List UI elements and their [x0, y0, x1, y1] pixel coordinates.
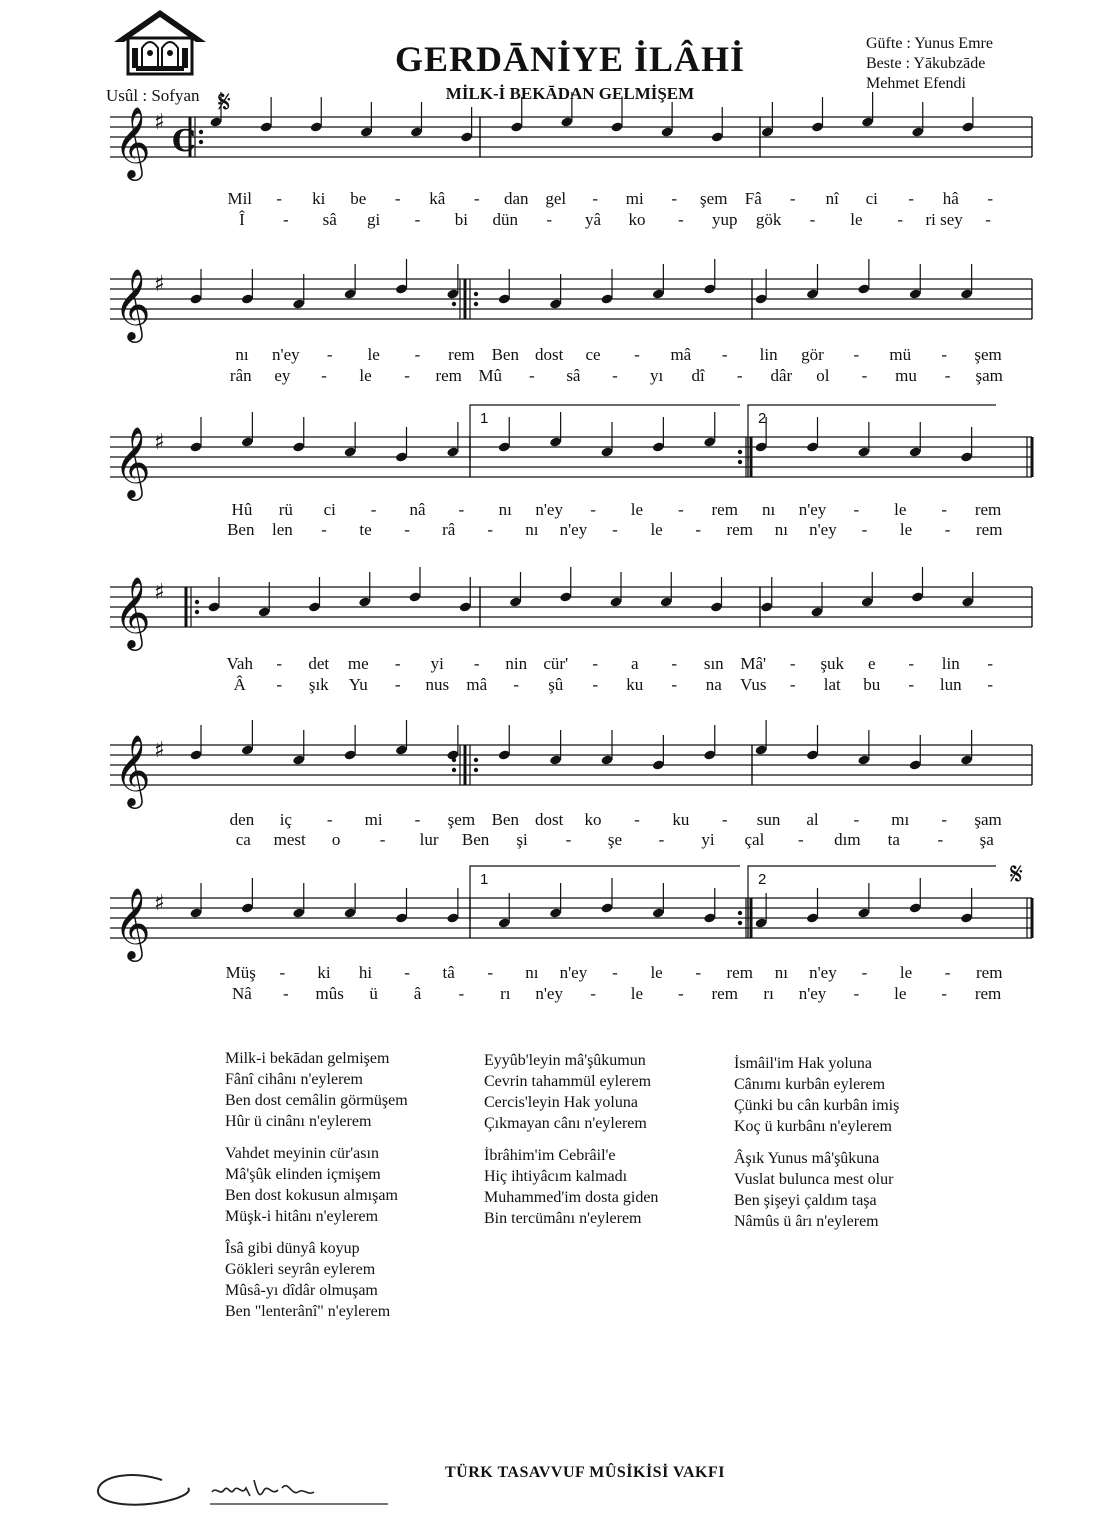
verse-line: Cevrin tahammül eylerem: [484, 1073, 652, 1090]
lyric-syllable: -: [394, 654, 401, 673]
lyric-syllable: sun: [756, 810, 781, 829]
lyric-syllable: -: [798, 830, 804, 849]
lyric-syllable: -: [282, 984, 289, 1003]
lyric-syllable: -: [379, 830, 386, 849]
verse-line: İsmâil'im Hak yoluna: [734, 1055, 872, 1072]
verse-line: Gökleri seyrân eylerem: [225, 1261, 376, 1278]
lyric-syllable: kâ: [429, 189, 446, 208]
lyric-syllable: şa: [979, 830, 994, 849]
lyric-syllable: -: [861, 520, 868, 539]
lyric-syllable: -: [853, 500, 860, 519]
lyric-syllable: ku: [672, 810, 690, 829]
verse-line: Hûr ü cinânı n'eylerem: [225, 1113, 372, 1130]
lyric-syllable: şem: [447, 810, 476, 829]
lyric-syllable: -: [987, 675, 994, 694]
lyric-syllable: yı: [649, 366, 664, 385]
repeat-dot: [452, 768, 456, 772]
lyric-syllable: nin: [505, 654, 528, 673]
lyric-syllable: -: [941, 500, 947, 519]
repeat-dot: [474, 302, 478, 306]
lyric-syllable: -: [941, 345, 947, 364]
lyric-syllable: le: [899, 520, 913, 539]
lyric-syllable: dî: [691, 366, 705, 385]
verse-line: Eyyûb'leyin mâ'şûkumun: [484, 1052, 646, 1069]
verse-line: Mâ'şûk elinden içmişem: [225, 1166, 381, 1183]
lyric-syllable: gök: [755, 210, 782, 229]
lyric-syllable: mi: [625, 189, 644, 208]
lyric-syllable: ko: [584, 810, 602, 829]
lyric-syllable: sın: [703, 654, 724, 673]
lyric-syllable: -: [671, 675, 678, 694]
lyric-syllable: -: [677, 500, 684, 519]
segno-icon: 𝄋: [1010, 857, 1023, 892]
lyric-syllable: le: [650, 520, 663, 539]
lyric-syllable: Ben: [227, 520, 255, 539]
verse-line: Ben dost kokusun almışam: [225, 1187, 398, 1204]
lyric-syllable: rı: [763, 984, 774, 1003]
beste-credit-name: Mehmet Efendi: [866, 75, 966, 92]
lyric-syllable: Ben: [491, 810, 519, 829]
lyric-syllable: -: [370, 500, 377, 519]
lyric-syllable: n'ey: [559, 520, 588, 539]
treble-clef-icon: 𝄞: [114, 733, 151, 806]
lyric-syllable: len: [271, 520, 293, 539]
lyric-syllable: me: [347, 654, 369, 673]
lyric-syllable: -: [897, 210, 904, 229]
lyric-syllable: gel: [545, 189, 567, 208]
lyric-syllable: mûs: [315, 984, 344, 1003]
lyric-syllable: şuk: [820, 654, 845, 673]
lyric-syllable: -: [941, 984, 947, 1003]
verse-line: Koç ü kurbânı n'eylerem: [734, 1118, 892, 1135]
lyric-syllable: -: [282, 210, 289, 229]
lyric-syllable: le: [894, 984, 907, 1003]
lyric-syllable: n'ey: [559, 963, 588, 982]
lyric-syllable: â: [413, 984, 422, 1003]
lyric-syllable: sâ: [322, 210, 337, 229]
verse-line: Cercis'leyin Hak yoluna: [484, 1094, 638, 1111]
lyric-syllable: n'ey: [535, 500, 563, 519]
lyric-syllable: dost: [534, 810, 564, 829]
treble-clef-icon: 𝄞: [114, 886, 151, 959]
lyric-syllable: -: [414, 210, 421, 229]
repeat-dot: [452, 302, 456, 306]
beste-credit: Beste : Yākubzāde: [866, 55, 986, 72]
repeat-dot: [738, 460, 742, 464]
lyric-syllable: dün: [492, 210, 519, 229]
ending-2-label: 2: [758, 871, 767, 888]
lyric-syllable: şe: [607, 830, 623, 849]
lyric-syllable: -: [414, 810, 421, 829]
sharp-icon: ♯: [154, 891, 165, 916]
lyric-syllable: -: [809, 210, 816, 229]
time-signature: C: [172, 124, 196, 159]
lyric-syllable: -: [276, 654, 283, 673]
lyric-syllable: -: [487, 963, 494, 982]
lyric-syllable: -: [944, 520, 951, 539]
lyric-syllable: -: [612, 366, 618, 385]
repeat-dot: [199, 140, 203, 144]
gufte-credit: Güfte : Yunus Emre: [866, 35, 993, 52]
lyric-syllable: -: [590, 500, 596, 519]
verse-line: Vuslat bulunca mest olur: [734, 1171, 894, 1188]
lyric-syllable: nî: [825, 189, 839, 208]
lyric-syllable: nı: [774, 520, 788, 539]
lyric-syllable: hi: [358, 963, 373, 982]
verse-line: Ben "lenterânî" n'eylerem: [225, 1303, 391, 1320]
lyric-syllable: ü: [369, 984, 378, 1003]
verse-line: Hiç ihtiyâcım kalmadı: [484, 1168, 628, 1185]
lyric-syllable: nı: [761, 500, 776, 519]
lyric-syllable: le: [359, 366, 372, 385]
lyric-syllable: râ: [442, 520, 456, 539]
lyric-syllable: -: [671, 189, 678, 208]
lyric-syllable: mi: [364, 810, 383, 829]
lyric-syllable: Mû: [478, 366, 503, 385]
lyric-syllable: lat: [823, 675, 841, 694]
lyric-syllable: Mil: [227, 189, 253, 208]
repeat-dot: [474, 292, 478, 296]
lyric-syllable: det: [308, 654, 330, 673]
verse-line: Muhammed'im dosta giden: [484, 1189, 659, 1206]
lyric-syllable: nâ: [409, 500, 426, 519]
lyric-syllable: a: [630, 654, 639, 673]
lyric-syllable: -: [458, 984, 465, 1003]
lyric-syllable: le: [894, 500, 907, 519]
lyric-syllable: -: [677, 210, 684, 229]
lyric-syllable: den: [229, 810, 255, 829]
verse-column-2: [484, 1050, 658, 1229]
lyric-syllable: -: [944, 963, 951, 982]
lyric-syllable: cür': [543, 654, 569, 673]
lyric-syllable: -: [279, 963, 286, 982]
lyric-syllable: şû: [548, 675, 564, 694]
lyric-syllable: ol: [816, 366, 830, 385]
lyric-syllable: lur: [419, 830, 439, 849]
verse-line: Mûsâ-yı dîdâr olmuşam: [225, 1282, 378, 1299]
lyric-syllable: -: [789, 189, 796, 208]
lyric-syllable: Fâ: [744, 189, 762, 208]
lyric-syllable: ko: [628, 210, 646, 229]
lyric-syllable: -: [592, 189, 599, 208]
lyric-syllable: Müş: [225, 963, 256, 982]
verse-column-3: [734, 1053, 899, 1232]
verse-line: Çıkmayan cânı n'eylerem: [484, 1115, 647, 1132]
lyric-syllable: -: [326, 345, 333, 364]
lyric-syllable: -: [276, 189, 283, 208]
verse-line: Milk-i bekādan gelmişem: [225, 1050, 390, 1067]
lyric-syllable: nı: [525, 963, 539, 982]
volta-bracket-2: [748, 405, 996, 461]
lyric-syllable: -: [941, 810, 947, 829]
lyric-syllable: yi: [430, 654, 444, 673]
sharp-icon: ♯: [154, 580, 165, 605]
lyric-syllable: Hû: [231, 500, 253, 519]
verse-line: İbrâhim'im Cebrâil'e: [484, 1147, 616, 1164]
verse-line: Bin tercümânı n'eylerem: [484, 1210, 642, 1227]
verse-line: Fânî cihânı n'eylerem: [225, 1071, 363, 1088]
lyric-syllable: -: [487, 520, 494, 539]
lyric-syllable: -: [321, 366, 327, 385]
lyric-syllable: Yu: [348, 675, 368, 694]
lyric-syllable: -: [404, 963, 410, 982]
lyric-syllable: nı: [498, 500, 512, 519]
lyric-syllable: ki: [317, 963, 331, 982]
lyric-syllable: al: [806, 810, 819, 829]
lyric-syllable: şem: [700, 189, 728, 208]
lyric-syllable: -: [404, 520, 410, 539]
lyric-syllable: -: [861, 366, 868, 385]
lyric-syllable: çal: [744, 830, 765, 849]
lyric-syllable: Î: [239, 210, 245, 229]
lyric-syllable: mı: [891, 810, 910, 829]
lyric-syllable: -: [394, 675, 401, 694]
lyric-syllable: dım: [834, 830, 861, 849]
lyric-syllable: yup: [711, 210, 738, 229]
lyric-syllable: -: [473, 654, 480, 673]
lyric-syllable: -: [908, 654, 915, 673]
verse-line: Nâmûs ü ârı n'eylerem: [734, 1213, 879, 1230]
sharp-icon: ♯: [154, 738, 165, 763]
volta-bracket-1: [470, 866, 740, 922]
lyric-syllable: gör: [801, 345, 824, 364]
lyric-syllable: Mâ': [740, 654, 767, 673]
lyric-syllable: Ben: [461, 830, 490, 849]
lyric-syllable: -: [513, 675, 520, 694]
lyric-syllable: te: [359, 520, 372, 539]
verse-line: Müşk-i hitânı n'eylerem: [225, 1208, 379, 1225]
lyric-syllable: gi: [366, 210, 381, 229]
lyric-syllable: şık: [308, 675, 329, 694]
lyric-syllable: -: [276, 675, 283, 694]
lyric-syllable: lin: [941, 654, 960, 673]
publisher-name: TÜRK TASAVVUF MÛSİKİSİ VAKFI: [445, 1464, 725, 1481]
sharp-icon: ♯: [154, 272, 165, 297]
lyric-syllable: -: [937, 830, 944, 849]
lyric-syllable: nı: [774, 963, 788, 982]
repeat-dot: [195, 610, 199, 614]
lyric-syllable: rem: [448, 345, 475, 364]
lyric-syllable: Vus: [740, 675, 767, 694]
lyric-syllable: dan: [503, 189, 529, 208]
lyric-syllable: e: [867, 654, 876, 673]
repeat-dot: [474, 768, 478, 772]
page-subtitle: MİLK-İ BEKĀDAN GELMİŞEM: [445, 84, 695, 103]
verse-line: Çünki bu cân kurbân imiş: [734, 1097, 900, 1114]
lyric-syllable: ey: [274, 366, 291, 385]
lyric-syllable: -: [634, 345, 640, 364]
lyric-syllable: be: [350, 189, 367, 208]
lyric-syllable: -: [414, 345, 421, 364]
lyric-syllable: mu: [895, 366, 917, 385]
lyric-syllable: nı: [525, 520, 539, 539]
treble-clef-icon: 𝄞: [114, 267, 151, 340]
repeat-dot: [199, 130, 203, 134]
lyric-syllable: -: [908, 189, 915, 208]
lyric-syllable: -: [592, 675, 599, 694]
lyric-syllable: -: [721, 810, 728, 829]
lyric-syllable: nı: [235, 345, 249, 364]
lyric-syllable: ta: [887, 830, 900, 849]
lyric-syllable: -: [908, 675, 915, 694]
verse-line: Vahdet meyinin cür'asın: [225, 1145, 379, 1162]
lyric-syllable: tâ: [442, 963, 455, 982]
verse-line: Âşık Yunus mâ'şûkuna: [734, 1150, 880, 1167]
sharp-icon: ♯: [154, 430, 165, 455]
verse-line: Ben dost cemâlin görmüşem: [225, 1092, 408, 1109]
lyric-syllable: -: [789, 654, 796, 673]
lyric-syllable: na: [705, 675, 722, 694]
lyric-syllable: Vah: [226, 654, 253, 673]
lyric-syllable: şi: [516, 830, 528, 849]
lyric-syllable: -: [987, 654, 994, 673]
treble-clef-icon: 𝄞: [114, 105, 151, 178]
verse-column-1: [225, 1048, 408, 1322]
lyric-syllable: -: [736, 366, 743, 385]
lyric-syllable: mü: [889, 345, 912, 364]
lyric-syllable: dâr: [770, 366, 793, 385]
lyric-syllable: rem: [711, 984, 738, 1003]
treble-clef-icon: 𝄞: [114, 425, 151, 498]
lyric-syllable: nus: [425, 675, 450, 694]
lyric-syllable: ca: [235, 830, 251, 849]
lyric-syllable: -: [565, 830, 572, 849]
lyric-syllable: rem: [726, 520, 753, 539]
lyric-syllable: o: [331, 830, 341, 849]
lyric-syllable: -: [590, 984, 596, 1003]
lyric-syllable: lun: [939, 675, 962, 694]
lyric-syllable: ki: [312, 189, 326, 208]
lyric-syllable: n'ey: [535, 984, 563, 1003]
lyric-syllable: -: [546, 210, 552, 229]
lyric-syllable: -: [789, 675, 796, 694]
lyric-syllable: rem: [435, 366, 462, 385]
lyric-syllable: şam: [974, 810, 1002, 829]
lyric-syllable: n'ey: [272, 345, 300, 364]
sharp-icon: ♯: [154, 110, 165, 135]
lyric-syllable: -: [394, 189, 401, 208]
lyric-syllable: -: [721, 345, 728, 364]
lyric-syllable: rem: [974, 984, 1002, 1003]
lyric-syllable: -: [695, 963, 701, 982]
lyric-syllable: le: [630, 984, 644, 1003]
lyric-syllable: -: [634, 810, 640, 829]
lyric-syllable: yâ: [585, 210, 602, 229]
lyric-syllable: şam: [975, 366, 1003, 385]
lyric-syllable: rem: [975, 963, 1003, 982]
lyric-syllable: -: [985, 210, 991, 229]
ending-1-label: 1: [480, 410, 489, 427]
lyric-syllable: -: [695, 520, 701, 539]
lyric-syllable: -: [321, 520, 327, 539]
lyric-syllable: -: [677, 984, 684, 1003]
lyric-syllable: le: [650, 963, 663, 982]
lyric-syllable: bu: [863, 675, 881, 694]
treble-clef-icon: 𝄞: [114, 575, 151, 648]
lyric-syllable: ce: [585, 345, 601, 364]
lyric-syllable: -: [458, 500, 465, 519]
lyric-syllable: n'ey: [809, 520, 837, 539]
lyric-syllable: iç: [279, 810, 292, 829]
lyric-syllable: -: [592, 654, 599, 673]
segno-icon: 𝄋: [218, 85, 231, 120]
lyric-syllable: Nâ: [232, 984, 252, 1003]
repeat-dot: [738, 911, 742, 915]
repeat-dot: [474, 758, 478, 762]
lyric-syllable: mâ: [670, 345, 692, 364]
lyric-syllable: le: [899, 963, 913, 982]
lyric-syllable: ci: [323, 500, 336, 519]
lyric-syllable: rı: [500, 984, 511, 1003]
lyric-syllable: -: [612, 963, 618, 982]
lyric-syllable: mâ: [466, 675, 488, 694]
lyric-syllable: le: [367, 345, 380, 364]
lyric-syllable: n'ey: [798, 500, 827, 519]
lyric-syllable: -: [861, 963, 868, 982]
ending-2-label: 2: [758, 410, 767, 427]
lyric-syllable: bi: [454, 210, 468, 229]
lyric-syllable: Ben: [491, 345, 519, 364]
lyric-syllable: -: [987, 189, 994, 208]
volta-bracket-2: [748, 866, 996, 922]
lyric-syllable: ku: [626, 675, 644, 694]
lyric-syllable: -: [853, 984, 860, 1003]
repeat-dot: [738, 450, 742, 454]
lyric-syllable: rem: [975, 520, 1003, 539]
lyric-syllable: -: [853, 345, 860, 364]
lyric-syllable: le: [630, 500, 644, 519]
lyric-syllable: rem: [974, 500, 1002, 519]
lyric-syllable: dost: [534, 345, 564, 364]
lyric-syllable: -: [326, 810, 333, 829]
lyric-syllable: ci: [865, 189, 878, 208]
repeat-dot: [738, 921, 742, 925]
lyric-syllable: rem: [711, 500, 738, 519]
lyric-syllable: -: [944, 366, 951, 385]
lyric-syllable: -: [853, 810, 860, 829]
page-title: GERDĀNİYE İLÂHİ: [394, 39, 746, 79]
lyric-syllable: -: [473, 189, 480, 208]
lyric-syllable: rü: [278, 500, 293, 519]
lyric-syllable: hâ: [942, 189, 959, 208]
lyric-syllable: -: [404, 366, 410, 385]
verse-line: Cânımı kurbân eylerem: [734, 1076, 886, 1093]
lyric-syllable: le: [850, 210, 863, 229]
lyric-syllable: rân: [229, 366, 252, 385]
repeat-dot: [195, 600, 199, 604]
verse-line: Ben şişeyi çaldım taşa: [734, 1192, 877, 1209]
verse-line: Îsâ gibi dünyâ koyup: [225, 1240, 360, 1257]
lyric-syllable: -: [658, 830, 665, 849]
lyric-syllable: -: [528, 366, 535, 385]
lyric-syllable: yi: [701, 830, 715, 849]
lyric-syllable: n'ey: [809, 963, 837, 982]
usul-label: Usûl : Sofyan: [106, 86, 200, 105]
lyric-syllable: -: [612, 520, 618, 539]
lyric-syllable: mest: [273, 830, 306, 849]
lyric-syllable: ri sey: [925, 210, 963, 229]
lyric-syllable: n'ey: [798, 984, 827, 1003]
lyric-syllable: -: [671, 654, 678, 673]
handwritten-signature-icon: [92, 1466, 392, 1516]
lyric-syllable: lin: [759, 345, 778, 364]
lyric-syllable: sâ: [566, 366, 581, 385]
lyric-syllable: rem: [726, 963, 753, 982]
lyric-syllable: şem: [974, 345, 1002, 364]
ending-1-label: 1: [480, 871, 489, 888]
lyric-syllable: Â: [233, 675, 246, 694]
